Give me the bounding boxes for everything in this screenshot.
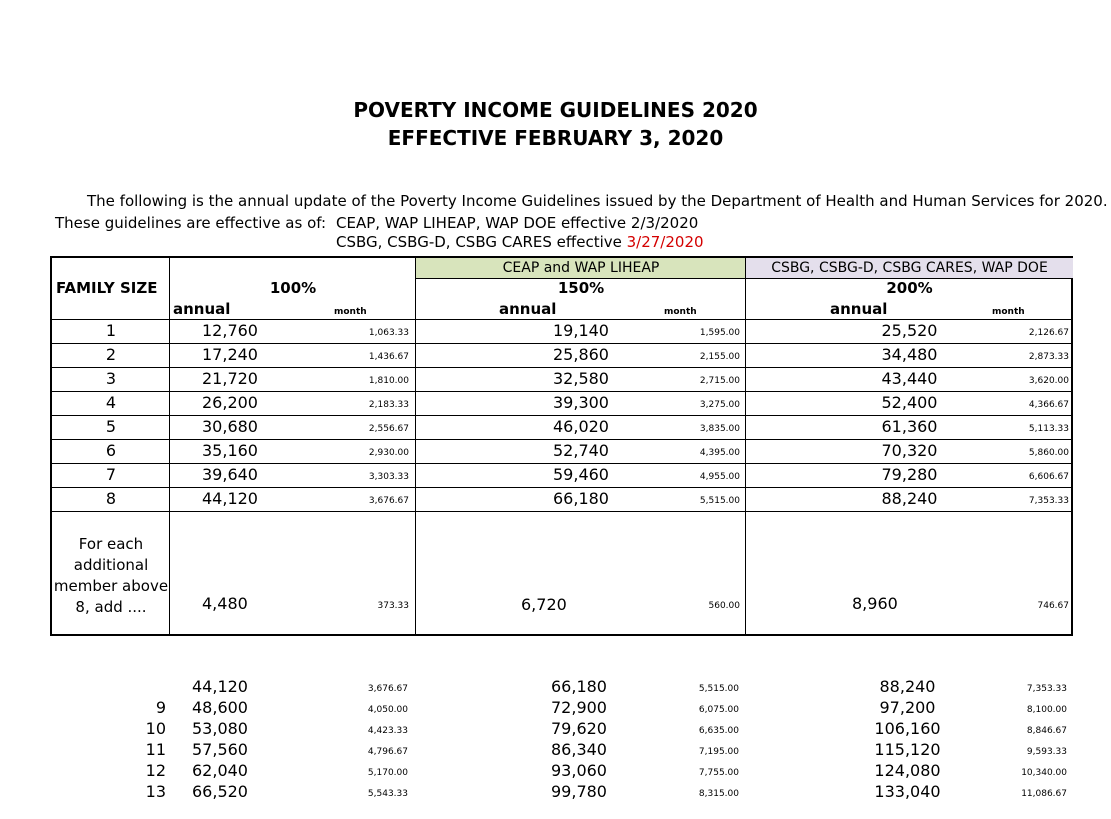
annual-100-cell: 44,120 [202, 489, 258, 508]
annual-150-cell: 79,620 [551, 719, 607, 738]
month-200-cell: 7,353.33 [1026, 684, 1067, 694]
annual-header-150: annual [499, 300, 557, 318]
guidelines-table [50, 256, 1073, 636]
family-size-cell: 13 [145, 782, 166, 801]
month-150-cell: 1,595.00 [699, 328, 740, 338]
family-size-cell: 2 [105, 345, 117, 364]
annual-150-cell: 52,740 [553, 441, 609, 460]
family-size-cell: 4 [105, 393, 117, 412]
month-200-cell: 2,126.67 [1028, 328, 1069, 338]
percent-150: 150% [557, 279, 605, 297]
family-size-cell: 11 [145, 740, 166, 759]
annual-150-cell: 25,860 [553, 345, 609, 364]
month-100-cell: 1,810.00 [368, 376, 409, 386]
effective-date-red: 3/27/2020 [626, 233, 704, 251]
family-size-cell: 12 [145, 761, 166, 780]
additional-label-line: additional [73, 556, 149, 574]
annual-150-cell: 99,780 [551, 782, 607, 801]
month-150-cell: 7,755.00 [698, 768, 739, 778]
annual-150-cell: 32,580 [553, 369, 609, 388]
month-100-cell: 1,063.33 [368, 328, 409, 338]
family-size-cell: 1 [105, 321, 117, 340]
month-150-cell: 5,515.00 [698, 684, 739, 694]
month-200-cell: 2,873.33 [1028, 352, 1069, 362]
annual-header-200: annual [830, 300, 888, 318]
annual-200-cell: 34,480 [881, 345, 938, 364]
month-100-cell: 2,556.67 [368, 424, 409, 434]
month-header-150: month [664, 307, 697, 317]
annual-150-cell: 66,180 [553, 489, 609, 508]
intro-text: The following is the annual update of the Poverty Income Guidelines issued by the Department of Health and Human Services for 2020. [87, 192, 1108, 210]
annual-200-cell: 70,320 [881, 441, 938, 460]
annual-100-cell: 62,040 [192, 761, 248, 780]
annual-100-cell: 48,600 [192, 698, 248, 717]
family-size-cell: 6 [105, 441, 117, 460]
month-150-cell: 4,955.00 [699, 472, 740, 482]
annual-100-cell: 30,680 [202, 417, 258, 436]
month-200-cell: 8,846.67 [1026, 726, 1067, 736]
month-200-cell: 6,606.67 [1028, 472, 1069, 482]
additional-label-line: 8, add .... [75, 598, 147, 616]
family-size-cell: 8 [105, 489, 117, 508]
ceap-group-header: CEAP and WAP LIHEAP [502, 260, 660, 276]
month-200-cell: 5,113.33 [1028, 424, 1069, 434]
month-150-cell: 3,275.00 [699, 400, 740, 410]
annual-100-cell: 21,720 [202, 369, 258, 388]
annual-200-cell: 88,240 [881, 489, 938, 508]
month-100-cell: 3,676.67 [368, 496, 409, 506]
month-200-cell: 3,620.00 [1028, 376, 1069, 386]
additional-month-150: 560.00 [708, 601, 740, 611]
month-100-cell: 5,170.00 [367, 768, 408, 778]
additional-member-label [52, 534, 170, 618]
annual-150-cell: 93,060 [551, 761, 607, 780]
annual-200-cell: 97,200 [879, 698, 936, 717]
family-size-cell: 3 [105, 369, 117, 388]
page-title: POVERTY INCOME GUIDELINES 2020 [353, 98, 758, 122]
month-100-cell: 1,436.67 [368, 352, 409, 362]
annual-200-cell: 133,040 [874, 782, 941, 801]
month-header-100: month [334, 307, 367, 317]
month-150-cell: 2,155.00 [699, 352, 740, 362]
additional-month-200: 746.67 [1037, 601, 1069, 611]
annual-100-cell: 39,640 [202, 465, 258, 484]
annual-200-cell: 79,280 [881, 465, 938, 484]
month-150-cell: 8,315.00 [698, 789, 739, 799]
annual-200-cell: 25,520 [881, 321, 938, 340]
month-100-cell: 2,930.00 [368, 448, 409, 458]
month-200-cell: 5,860.00 [1028, 448, 1069, 458]
effective-line-2-prefix: CSBG, CSBG-D, CSBG CARES effective [336, 233, 627, 251]
annual-100-cell: 44,120 [192, 677, 248, 696]
month-100-cell: 4,050.00 [367, 705, 408, 715]
annual-200-cell: 43,440 [881, 369, 938, 388]
additional-label-line: member above [53, 577, 169, 595]
month-200-cell: 11,086.67 [1021, 789, 1067, 799]
additional-label-line: For each [78, 535, 144, 553]
family-size-cell: 10 [145, 719, 166, 738]
month-200-cell: 10,340.00 [1021, 768, 1067, 778]
family-size-header: FAMILY SIZE [56, 279, 158, 297]
annual-200-cell: 124,080 [874, 761, 941, 780]
annual-150-cell: 72,900 [551, 698, 607, 717]
additional-month-100: 373.33 [377, 601, 409, 611]
month-100-cell: 4,423.33 [367, 726, 408, 736]
month-200-cell: 8,100.00 [1026, 705, 1067, 715]
month-150-cell: 6,075.00 [698, 705, 739, 715]
annual-150-cell: 19,140 [553, 321, 609, 340]
annual-100-cell: 57,560 [192, 740, 248, 759]
annual-100-cell: 53,080 [192, 719, 248, 738]
month-100-cell: 4,796.67 [367, 747, 408, 757]
annual-200-cell: 61,360 [881, 417, 938, 436]
month-150-cell: 2,715.00 [699, 376, 740, 386]
month-150-cell: 4,395.00 [699, 448, 740, 458]
effective-line-1: CEAP, WAP LIHEAP, WAP DOE effective 2/3/2020 [336, 214, 699, 232]
annual-100-cell: 26,200 [202, 393, 258, 412]
percent-100: 100% [269, 279, 317, 297]
csbg-group-header: CSBG, CSBG-D, CSBG CARES, WAP DOE [771, 260, 1048, 276]
family-size-cell: 7 [105, 465, 117, 484]
additional-annual-200: 8,960 [852, 594, 898, 613]
percent-200: 200% [886, 279, 933, 297]
annual-150-cell: 66,180 [551, 677, 607, 696]
annual-200-cell: 52,400 [881, 393, 938, 412]
annual-150-cell: 39,300 [553, 393, 609, 412]
annual-header-100: annual [173, 300, 231, 318]
month-200-cell: 9,593.33 [1026, 747, 1067, 757]
annual-200-cell: 115,120 [874, 740, 941, 759]
month-100-cell: 3,676.67 [367, 684, 408, 694]
month-150-cell: 7,195.00 [698, 747, 739, 757]
effective-label: These guidelines are effective as of: [55, 214, 327, 232]
family-size-cell: 9 [155, 698, 166, 717]
month-100-cell: 2,183.33 [368, 400, 409, 410]
additional-annual-100: 4,480 [202, 594, 248, 613]
family-size-cell: 5 [105, 417, 117, 436]
annual-150-cell: 46,020 [553, 417, 609, 436]
month-header-200: month [992, 307, 1025, 317]
annual-100-cell: 12,760 [202, 321, 258, 340]
annual-100-cell: 66,520 [192, 782, 248, 801]
month-100-cell: 3,303.33 [368, 472, 409, 482]
page-subtitle: EFFECTIVE FEBRUARY 3, 2020 [387, 126, 724, 150]
annual-100-cell: 35,160 [202, 441, 258, 460]
month-150-cell: 5,515.00 [699, 496, 740, 506]
additional-annual-150: 6,720 [521, 595, 567, 614]
annual-100-cell: 17,240 [202, 345, 258, 364]
annual-150-cell: 86,340 [551, 740, 607, 759]
month-150-cell: 6,635.00 [698, 726, 739, 736]
month-200-cell: 4,366.67 [1028, 400, 1069, 410]
annual-200-cell: 88,240 [879, 677, 936, 696]
month-200-cell: 7,353.33 [1028, 496, 1069, 506]
effective-line-2 [336, 233, 704, 251]
month-100-cell: 5,543.33 [367, 789, 408, 799]
annual-150-cell: 59,460 [553, 465, 609, 484]
annual-200-cell: 106,160 [874, 719, 941, 738]
month-150-cell: 3,835.00 [699, 424, 740, 434]
